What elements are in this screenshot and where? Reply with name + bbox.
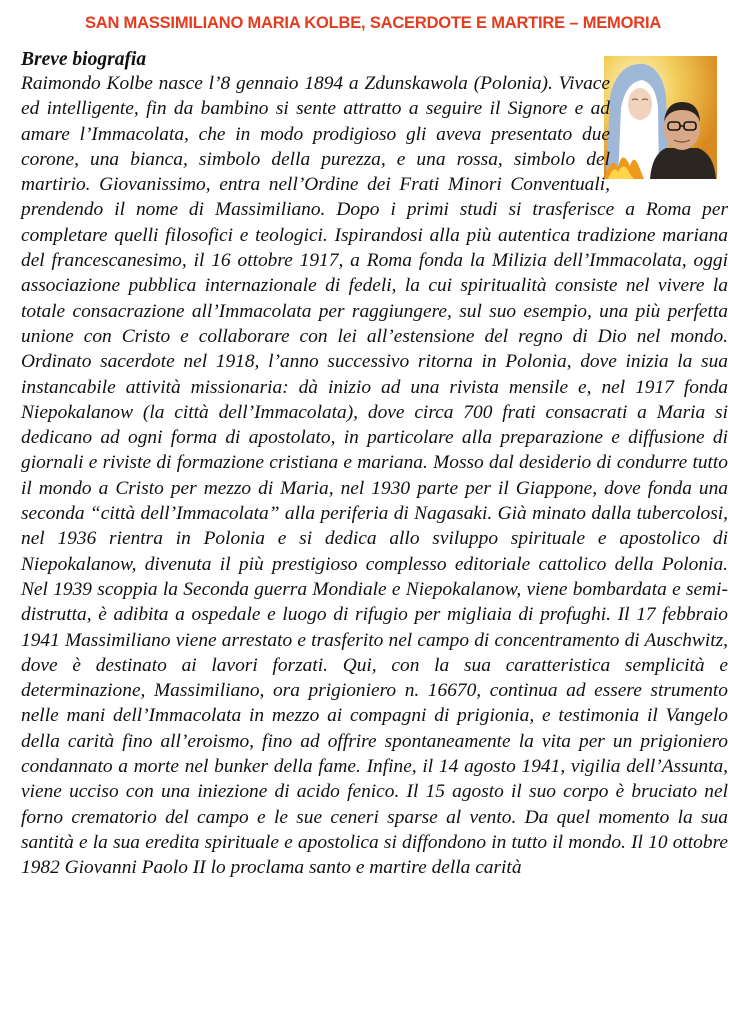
page-title: SAN MASSIMILIANO MARIA KOLBE, SACERDOTE E MARTIRE – MEMORIA xyxy=(84,14,662,32)
biography-text: Raimondo Kolbe nasce l’8 gennaio 1894 a Zdunskawola (Polonia). Vivace ed intelligente, fin da bambino si sente attratto a seguire il Signore e ad amare l’Immacolata, che in modo prodigioso gli aveva presentato due corone, una bianca, simbolo della purezza, e una rossa, simbolo del martirio. Giovanissimo, entra nell’Ordine dei Frati Minori Conventuali, prendendo il nome di Massimiliano. Dopo i primi studi si trasferisce a Roma per completare quelli filosofici e teologici. Ispirandosi alla più autentica tradizione mariana del francescanesimo, il 16 ottobre 1917, a Roma fonda la Milizia dell’Immacolata, oggi associazione pubblica internazionale di fedeli, la cui spiritualità consiste nel vivere la totale consacrazione all’Immacolata per raggiungere, sul suo esempio, una più perfetta unione con Cristo e collaborare con lei all’estensione del regno di Dio nel mondo. Ordinato sacerdote nel 1918, l’anno successivo ritorna in Polonia, dove inizia la sua instancabile attività missionaria: dà inizio ad una rivista mensile e, nel 1917 fonda Niepokalanow (la città dell’Immacolata), dove circa 700 frati consacrati a Maria si dedicano ad ogni forma di apostolato, in particolare alla preparazione e diffusione di giornali e riviste di formazione cristiana e mariana. Mosso dal desiderio di condurre tutto il mondo a Cristo per mezzo di Maria, nel 1930 parte per il Giappone, dove fonda una seconda “città dell’Immacolata” alla periferia di Nagasaki. Già minato dalla tubercolosi, nel 1936 rientra in Polonia e si dedica allo sviluppo spirituale e apostolico di Niepokalanow, divenuta il più prestigioso complesso editoriale cattolico della Polonia. Nel 1939 scoppia la Seconda guerra Mondiale e Niepokalanow, viene bombardata e semi-distrutta, è adibita a ospedale e luogo di rifugio per migliaia di profughi. Il 17 febbraio 1941 Massimiliano viene arrestato e trasferito nel campo di concentramento di Auschwitz, dove è destinato ai lavori forzati. Qui, con la sua caratteristica semplicità e determinazione, Massimiliano, ora prigioniero n. 16670, continua ad essere strumento nelle mani dell’Immacolata in mezzo ai compagni di prigionia, e testimonia il Vangelo della carità fino all’eroismo, fino ad offrire spontaneamente la vita per un prigioniero condannato a morte nel bunker della fame. Infine, il 14 agosto 1941, vigilia dell’Assunta, viene ucciso con una iniezione di acido fenico. Il 15 agosto il suo corpo è bruciato nel forno crematorio del campo e le sue ceneri sparse al vento. Da quel momento la sua santità e la sua eredita spirituale e apostolica si diffondono in tutto il mondo. Il 10 ottobre 1982 Giovanni Paolo II lo proclama santo e martire della carità xyxy=(21,73,728,879)
biography-section xyxy=(21,48,728,881)
section-heading: Breve biografia xyxy=(21,49,147,70)
portrait-spacer xyxy=(610,48,728,181)
